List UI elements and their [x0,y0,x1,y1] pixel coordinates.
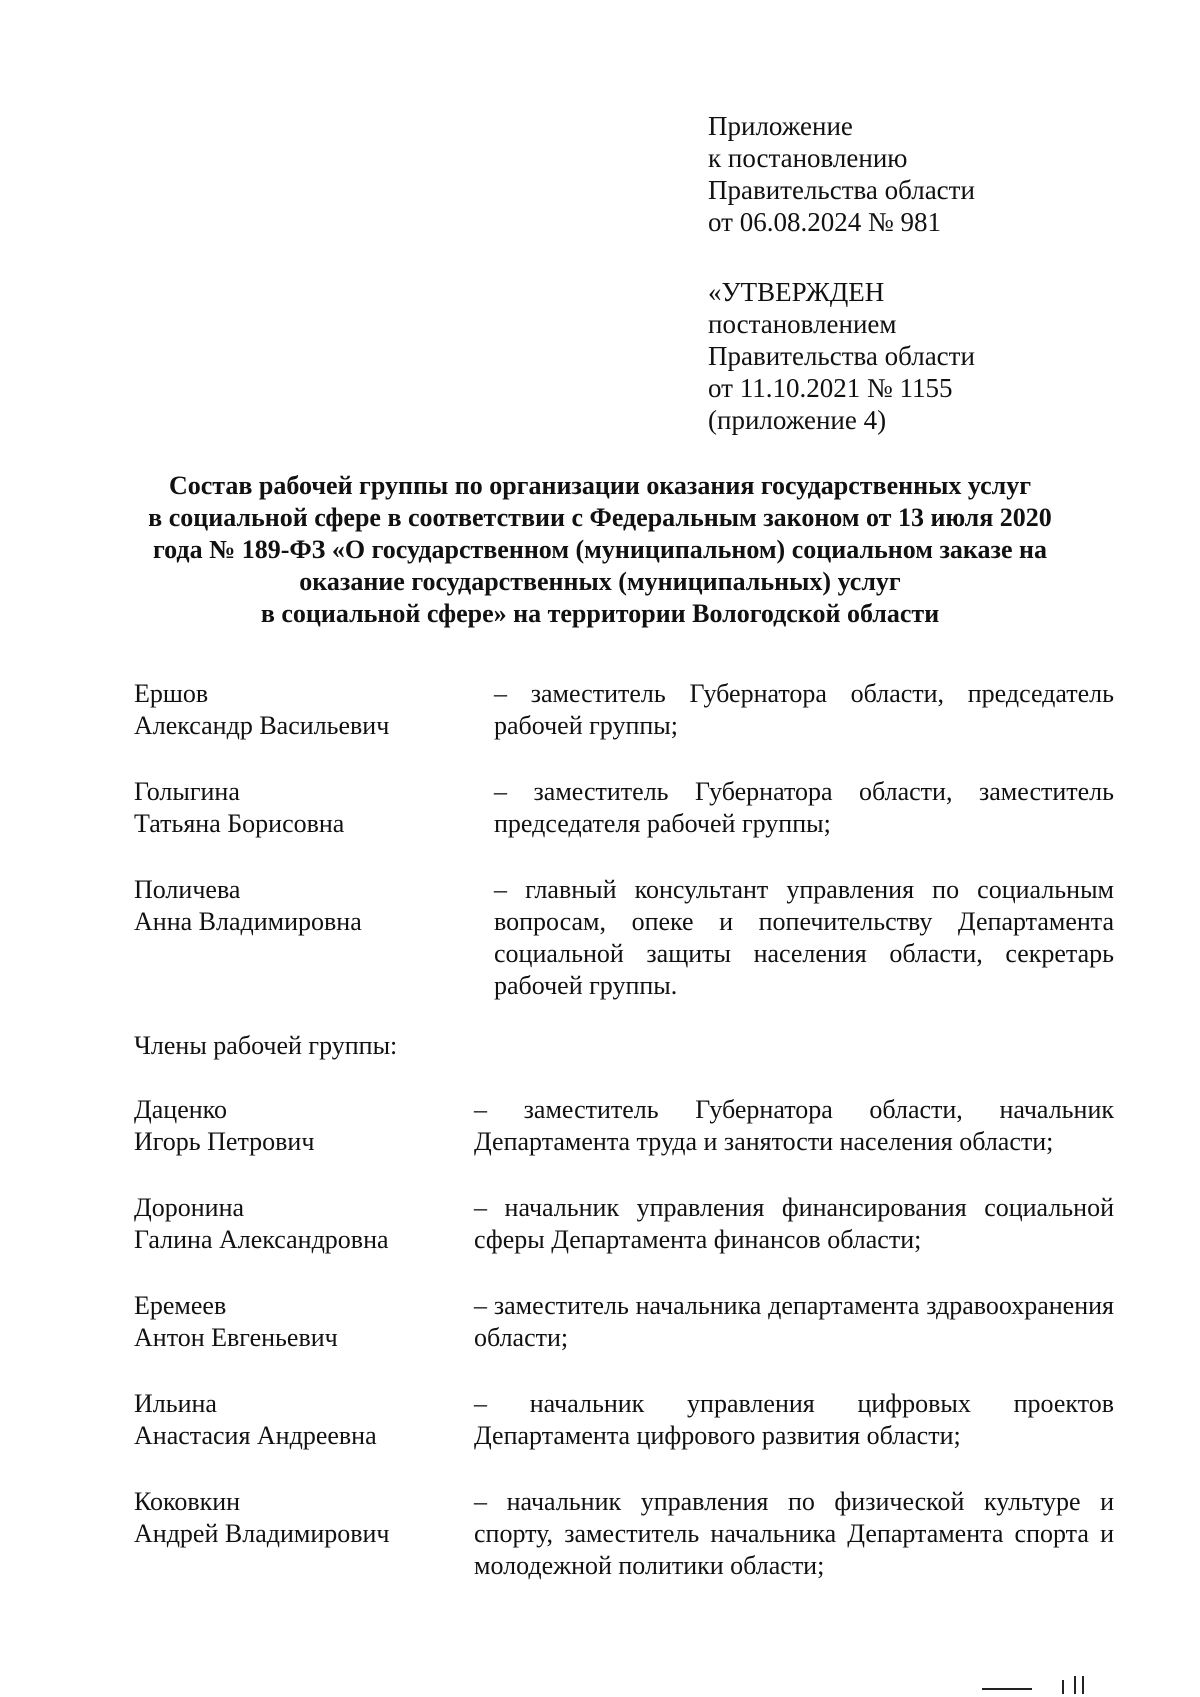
member-row [134,1290,1114,1354]
member-role: – начальник управления финансирования социальной сферы Департамента финансов области; [474,1193,1114,1254]
scan-mark [1082,1676,1084,1694]
member-given-names: Анастасия Андреевна [134,1421,377,1450]
approved-line: постановлением [708,309,897,339]
member-role: – заместитель Губернатора области, начальник Департамента труда и занятости населения области; [474,1095,1114,1156]
member-surname: Доронина [134,1193,245,1222]
title-line: Состав рабочей группы по организации оказания государственных услуг [168,471,1032,500]
approved-line: «УТВЕРЖДЕН [708,277,885,307]
member-name [134,1192,474,1256]
member-row [134,1388,1114,1452]
member-name [134,776,474,840]
member-surname: Ершов [134,679,209,708]
member-surname: Даценко [134,1095,227,1124]
member-name [134,874,474,1002]
approved-line: Правительства области [708,341,975,371]
scan-mark [1074,1676,1076,1694]
member-name [134,1388,474,1452]
appendix-line: Приложение [708,111,853,141]
approved-block [708,276,975,436]
member-row [134,678,1114,742]
member-given-names: Антон Евгеньевич [134,1323,338,1352]
approved-line: от 11.10.2021 № 1155 [708,373,953,403]
approved-line: (приложение 4) [708,405,887,435]
member-row [134,1094,1114,1158]
member-role: – начальник управления по физической культуре и спорту, заместитель начальника Департамента спорта и молодежной политики области; [474,1487,1114,1580]
member-given-names: Александр Васильевич [134,711,390,740]
member-role: – главный консультант управления по социальным вопросам, опеке и попечительству Департамента социальной защиты населения области, секретарь рабочей группы. [494,875,1114,1000]
member-row [134,874,1114,1002]
member-name [134,1094,474,1158]
member-row [134,776,1114,840]
member-role: – заместитель Губернатора области, заместитель председателя рабочей группы; [494,777,1114,838]
member-row [134,1486,1114,1582]
member-surname: Ильина [134,1389,217,1418]
member-surname: Поличева [134,875,241,904]
member-role: – заместитель начальника департамента здравоохранения области; [474,1291,1114,1352]
member-surname: Коковкин [134,1487,241,1516]
member-role: – заместитель Губернатора области, председатель рабочей группы; [494,679,1114,740]
member-given-names: Андрей Владимирович [134,1519,390,1548]
appendix-block [708,110,975,238]
scan-mark [1062,1680,1064,1694]
title-line: оказание государственных (муниципальных) услуг [299,567,901,596]
member-given-names: Анна Владимировна [134,907,362,936]
appendix-line: от 06.08.2024 № 981 [708,207,941,237]
member-role: – начальник управления цифровых проектов Департамента цифрового развития области; [474,1389,1114,1450]
appendix-line: к постановлению [708,143,908,173]
appendix-line: Правительства области [708,175,975,205]
member-name [134,1290,474,1354]
document-title [100,470,1100,630]
title-line: в социальной сфере» на территории Вологодской области [260,599,940,628]
scan-mark [982,1688,1032,1690]
title-line: года № 189-ФЗ «О государственном (муниципальном) социальном заказе на [153,535,1047,564]
composition-list [134,678,1114,1616]
member-name [134,678,474,742]
member-surname: Еремеев [134,1291,227,1320]
member-row [134,1192,1114,1256]
members-heading: Члены рабочей группы: [134,1031,398,1060]
member-given-names: Татьяна Борисовна [134,809,345,838]
member-given-names: Игорь Петрович [134,1127,315,1156]
member-surname: Голыгина [134,777,240,806]
member-name [134,1486,474,1582]
member-given-names: Галина Александровна [134,1225,389,1254]
title-line: в социальной сфере в соответствии с Федеральным законом от 13 июля 2020 [148,503,1052,532]
